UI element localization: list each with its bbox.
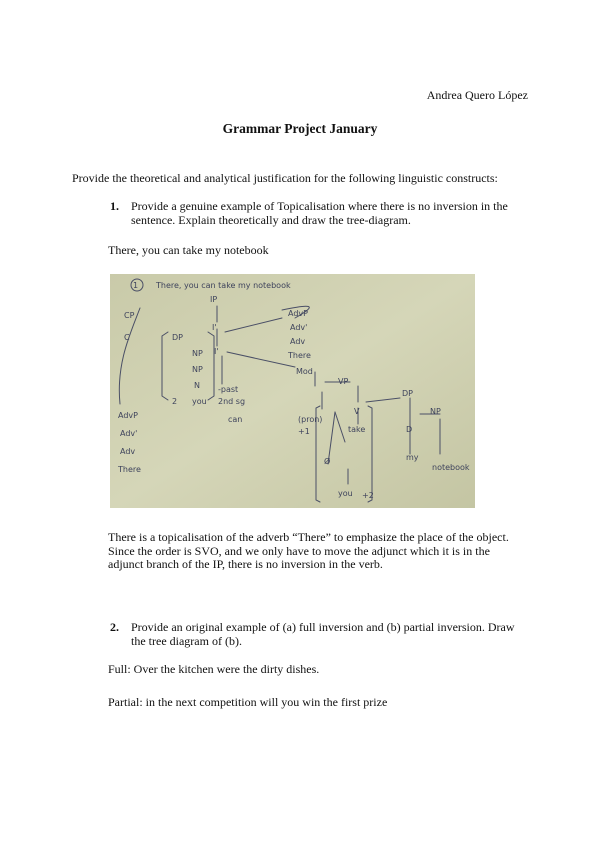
node-adv-bar: Adv' [290, 323, 308, 332]
question-number: 1. [110, 199, 119, 213]
tree-diagram-image [110, 274, 475, 508]
node-n: N [194, 381, 200, 390]
node-adv: Adv [290, 337, 306, 346]
example-sentence: There, you can take my notebook [108, 243, 269, 257]
node-np-obj: NP [430, 407, 441, 416]
node-plus2: +2 [362, 491, 374, 500]
node-plus1: +1 [298, 427, 310, 436]
question-text: Provide a genuine example of Topicalisation where there is no inversion in the sentence. Explain theoretically and draw the tree-diagram. [131, 199, 508, 227]
node-dp-obj: DP [402, 389, 413, 398]
node-sg: 2nd sg [218, 397, 246, 406]
page-title: Grammar Project January [222, 121, 378, 136]
node-adv-left: Adv [120, 447, 136, 456]
node-c: C [124, 333, 130, 342]
node-take: take [348, 425, 366, 434]
node-pron: (pron) [298, 415, 323, 424]
full-inversion-example: Full: Over the kitchen were the dirty dishes. [108, 662, 320, 676]
node-there-left: There [118, 465, 141, 474]
node-advp-left: AdvP [118, 411, 138, 420]
question-2 [110, 620, 530, 648]
board-sentence: There, you can take my notebook [156, 281, 291, 290]
node-adv-bar-left: Adv' [120, 429, 138, 438]
node-np-2: NP [192, 365, 203, 374]
node-cp: CP [124, 311, 135, 320]
node-my: my [406, 453, 419, 462]
question-1 [110, 199, 530, 227]
node-dp: DP [172, 333, 183, 342]
node-past: -past [218, 385, 239, 394]
partial-inversion-example: Partial: in the next competition will you win the first prize [108, 695, 388, 709]
node-notebook: notebook [432, 463, 470, 472]
intro-text: Provide the theoretical and analytical justification for the following linguistic constructs: [72, 171, 498, 185]
node-you-trace: you [338, 489, 353, 498]
node-there: There [288, 351, 311, 360]
whiteboard-photo [110, 274, 475, 508]
node-d: D [406, 425, 413, 434]
node-i-bar-top: I' [212, 323, 217, 332]
node-zero: Ø [324, 457, 331, 466]
node-you: you [192, 397, 207, 406]
node-can: can [228, 415, 243, 424]
explanation-paragraph: There is a topicalisation of the adverb “There” to emphasize the place of the object. Since the order is SVO, and we only have to move the adjunct which it is in the adjunct branch of the IP, there is no inversion in the verb. [108, 530, 509, 571]
node-vp: VP [338, 377, 349, 386]
node-i-bar: I' [214, 347, 219, 356]
author-name: Andrea Quero López [426, 88, 528, 102]
node-v: V [354, 407, 360, 416]
node-advp: AdvP [288, 309, 308, 318]
node-np: NP [192, 349, 203, 358]
header-number: 1 [133, 281, 139, 290]
question-text: Provide an original example of (a) full inversion and (b) partial inversion. Draw the tree diagram of (b). [131, 620, 515, 648]
node-mod: Mod [296, 367, 313, 376]
node-person-2: 2 [172, 397, 178, 406]
question-number: 2. [110, 620, 119, 634]
node-ip: IP [210, 295, 218, 304]
